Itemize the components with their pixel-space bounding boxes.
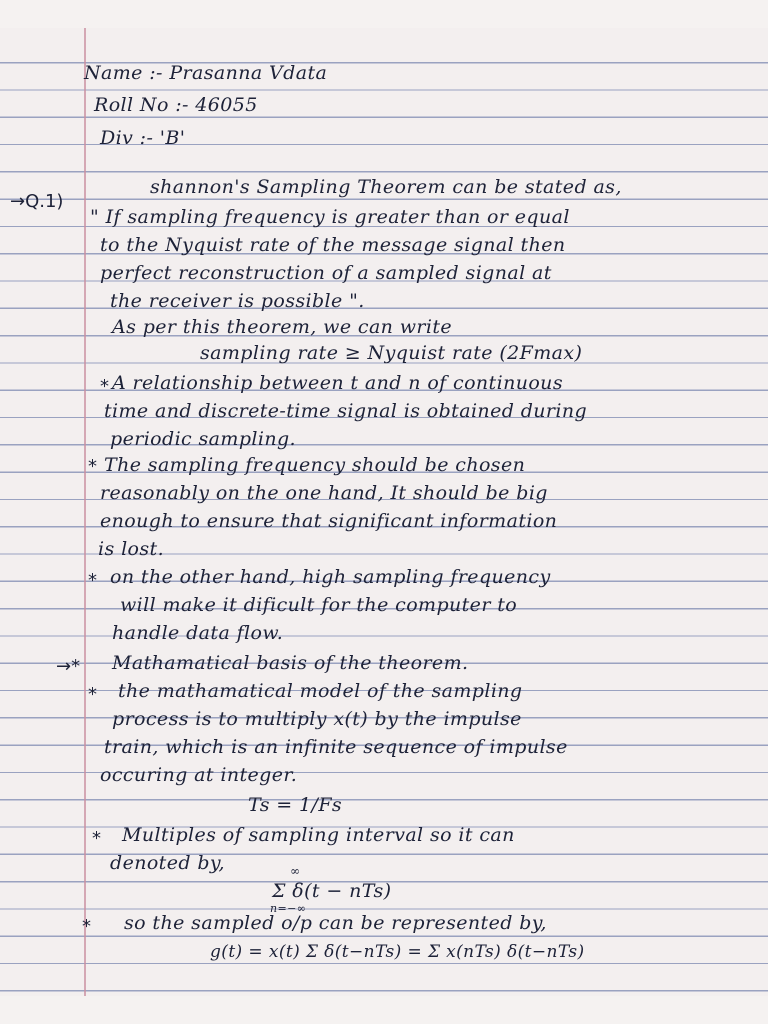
arrow-bullet-marker: →*	[56, 656, 81, 677]
formula-line: Σ δ(t − nTs)	[272, 880, 392, 902]
text-line: on the other hand, high sampling frequency	[110, 566, 551, 588]
formula-line: sampling rate ≥ Nyquist rate (2Fmax)	[200, 342, 583, 364]
sum-lower-limit: n=−∞	[270, 902, 307, 915]
text-line: process is to multiply x(t) by the impulse	[112, 708, 522, 730]
text-line: The sampling frequency should be chosen	[104, 454, 526, 476]
bullet-marker: *	[88, 684, 97, 705]
text-line: train, which is an infinite sequence of impulse	[104, 736, 568, 758]
text-line: Multiples of sampling interval so it can	[122, 824, 515, 846]
text-line: time and discrete-time signal is obtained during	[104, 400, 588, 422]
text-line: handle data flow.	[112, 622, 284, 644]
text-line: occuring at integer.	[100, 764, 298, 786]
formula-line: Ts = 1/Fs	[248, 794, 343, 816]
question-marker: →Q.1)	[10, 191, 64, 212]
roll-line: Roll No :- 46055	[94, 94, 258, 116]
text-line: will make it dificult for the computer to	[120, 594, 518, 616]
text-line: enough to ensure that significant information	[100, 510, 558, 532]
div-line: Div :- 'B'	[100, 127, 186, 149]
text-line: is lost.	[98, 538, 165, 560]
text-line: reasonably on the one hand, It should be big	[100, 482, 548, 504]
text-line: periodic sampling.	[110, 428, 296, 450]
bullet-marker: *	[88, 456, 97, 477]
formula-line: g(t) = x(t) Σ δ(t−nTs) = Σ x(nTs) δ(t−nTs)	[210, 942, 585, 962]
text-line: As per this theorem, we can write	[112, 316, 453, 338]
text-line: shannon's Sampling Theorem can be stated as,	[150, 176, 622, 198]
text-line: the receiver is possible ".	[110, 290, 365, 312]
text-line: to the Nyquist rate of the message signal then	[100, 234, 566, 256]
bullet-marker: *	[82, 916, 91, 937]
text-line: so the sampled o/p can be represented by,	[124, 912, 547, 934]
text-line: perfect reconstruction of a sampled signal at	[100, 262, 552, 284]
text-line: A relationship between t and n of continuous	[112, 372, 563, 394]
bullet-marker: *	[100, 376, 109, 397]
bullet-marker: *	[88, 570, 97, 591]
section-heading: Mathamatical basis of the theorem.	[112, 652, 469, 674]
text-line: denoted by,	[110, 852, 225, 874]
bullet-marker: *	[92, 828, 101, 849]
sum-upper-limit: ∞	[290, 864, 301, 878]
text-line: the mathamatical model of the sampling	[118, 680, 523, 702]
text-line: " If sampling frequency is greater than or equal	[90, 206, 570, 228]
margin-line	[84, 28, 86, 996]
name-line: Name :- Prasanna Vdata	[84, 62, 328, 84]
